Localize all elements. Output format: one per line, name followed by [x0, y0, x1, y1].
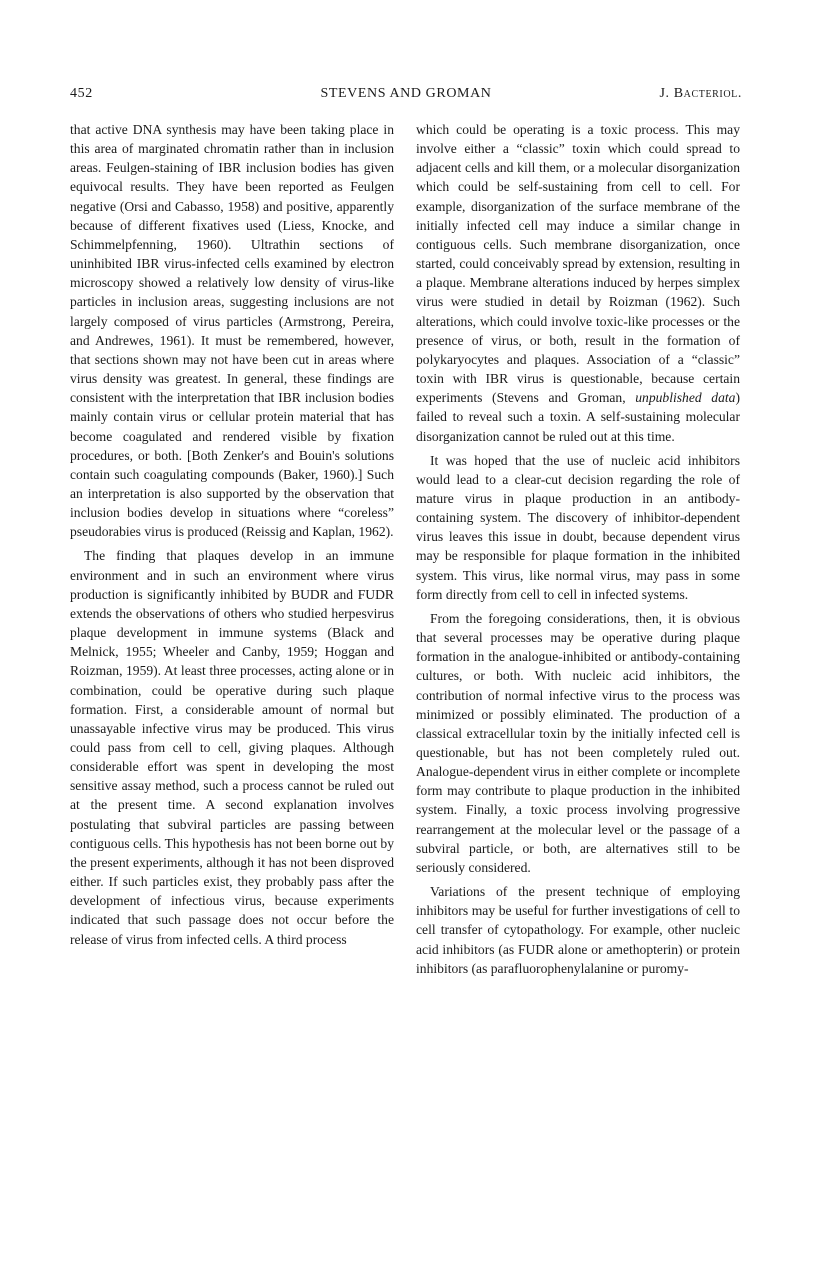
paragraph: The finding that plaques develop in an immune environment and in such an environment where virus production is significantly inhibited by BUDR and FUDR extends the observations of others who studied herpesvirus plaque development in immune systems (Black and Melnick, 1955; Wheeler and Canby, 1959; Hoggan and Roizman, 1959). At least three processes, acting alone or in combination, could be operative during such plaque formation. First, a considerable amount of normal but unassayable infective virus may be produced. This virus could pass from cell to cell, giving plaques. Although considerable effort was spent in developing the most sensitive assay method, such a process cannot be ruled out at the present time. A second explanation involves postulating that subviral particles are passing between contiguous cells. This hypothesis has not been borne out by the present experiments, although it has not been disproved either. If such particles exist, they probably pass after the development of infectious virus, because experiments indicated that such passage does not occur before the release of virus from infected cells. A third process [70, 548, 394, 947]
paragraph-text: ) failed to reveal such a toxin. A self-sustaining molecular disorganization cannot be ruled out at this time. [416, 390, 740, 444]
paragraph-text: which could be operating is a toxic process. This may involve either a “classic” toxin which could spread to adjacent cells and kill them, or a molecular disorganization which could be self-sustaining from cell to cell. For example, disorganization of the surface membrane of the initially infected cell may induce a similar change in contiguous cells. Such membrane disorganization, once started, could conceivably spread by extension, resulting in a plaque. Membrane alterations induced by herpes simplex virus were studied in detail by Roizman (1962). Such alterations, which could involve toxic-like processes or the presence of virus, or both, result in the formation of polykaryocytes and plaques. Association of a “classic” toxin with IBR virus is questionable, because certain experiments (Stevens and Groman, [416, 122, 740, 406]
page-number: 452 [70, 86, 93, 101]
journal-name: J. Bacteriol. [659, 86, 742, 101]
right-column [416, 120, 740, 978]
paragraph: that active DNA synthesis may have been taking place in this area of marginated chromatin rather than in inclusion areas. Feulgen-staining of IBR inclusion bodies has given equivocal results. They have been reported as Feulgen negative (Orsi and Cabasso, 1958) and positive, apparently because of different fixatives used (Liess, Knocke, and Schimmelpfenning, 1960). Ultrathin sections of uninhibited IBR virus-infected cells examined by electron microscopy showed a relatively low density of virus-like particles in inclusion areas, suggesting inclusions are not largely composed of virus particles (Armstrong, Pereira, and Andrewes, 1961). It must be remembered, however, that sections shown may not have been cut in areas where virus density was greatest. In general, these findings are consistent with the interpretation that IBR inclusion bodies mainly contain virus or cellular protein material that has become coagulated and rendered visible by fixation procedures, or both. [Both Zenker's and Bouin's solutions contain such coagulating compounds (Baker, 1960).] Such an interpretation is also supported by the observation that inclusion bodies develop in situations where “coreless” pseudorabies virus is produced (Reissig and Kaplan, 1962). [70, 122, 394, 540]
paragraph: It was hoped that the use of nucleic acid inhibitors would lead to a clear-cut decision regarding the role of mature virus in plaque production in an antibody-containing system. The discovery of inhibitor-dependent virus leaves this issue in doubt, because dependent virus may be responsible for plaque formation in the inhibited system. This virus, like normal virus, may pass in some form directly from cell to cell in infected systems. [416, 452, 740, 602]
paragraph: Variations of the present technique of employing inhibitors may be useful for further investigations of cell to cell transfer of cytopathology. For example, other nucleic acid inhibitors (as FUDR alone or amethopterin) or protein inhibitors (as parafluorophenylalanine or puromy- [416, 884, 740, 976]
left-column [70, 120, 394, 949]
paragraph: From the foregoing considerations, then, it is obvious that several processes may be operative during plaque formation in the analogue-inhibited or antibody-containing cultures, or both. With nucleic acid inhibitors, the contribution of normal infective virus to the process was minimized or possibly eliminated. The production of a classical extracellular toxin by the initially infected cell is questionable, but has not been completely ruled out. Analogue-dependent virus in either complete or incomplete form may contribute to plaque production in the inhibited system. Finally, a toxic process involving progressive rearrangement at the molecular level or the passage of a subviral particle, or both, are alternatives still to be seriously considered. [416, 610, 740, 875]
page-header [70, 86, 742, 106]
italic-citation: unpublished data [635, 390, 736, 406]
paragraph [416, 120, 740, 446]
running-title: STEVENS AND GROMAN [320, 86, 492, 101]
